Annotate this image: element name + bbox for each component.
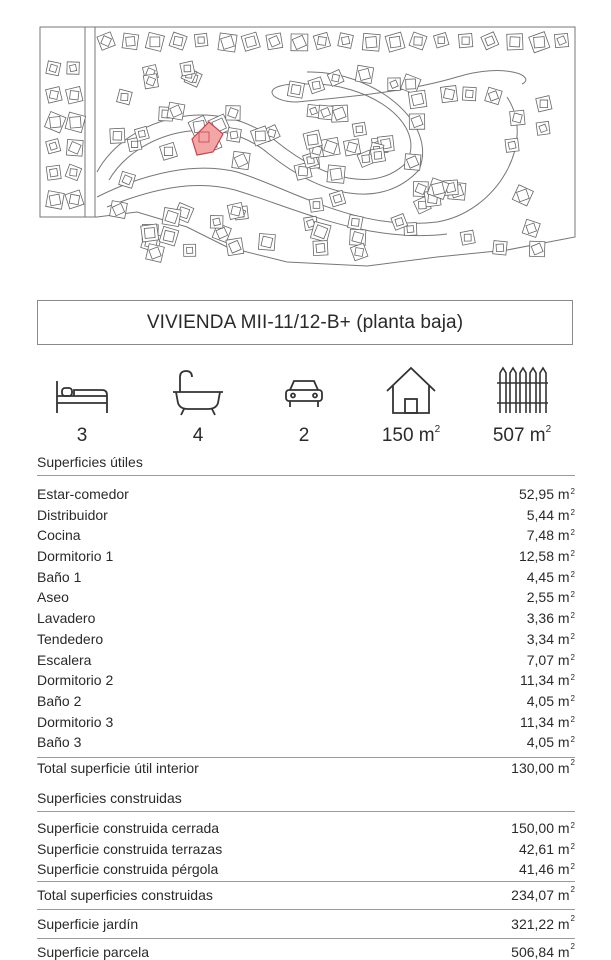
area-value [527, 505, 575, 526]
area-label: Baño 1 [37, 568, 82, 585]
area-value [519, 484, 575, 505]
unit-superscript: 2 [570, 942, 575, 951]
area-value [519, 859, 575, 880]
area-row [37, 546, 575, 567]
area-label: Escalera [37, 651, 92, 668]
parcela-label: Superficie parcela [37, 944, 150, 960]
area-value-text: 3,36 m [526, 610, 570, 627]
unit-superscript: 2 [570, 862, 575, 872]
area-value [527, 608, 575, 629]
area-label: Lavadero [37, 610, 96, 627]
parcela-value: 506,84 m [511, 944, 570, 960]
house-icon [383, 365, 439, 417]
bathrooms-value: 4 [192, 425, 204, 446]
utiles-total-value: 130,00 m [511, 760, 570, 776]
car-icon [276, 365, 332, 417]
divider [37, 909, 575, 910]
jardin-row [37, 916, 575, 932]
unit-superscript: 2 [570, 914, 575, 923]
construidas-total-row [37, 887, 575, 903]
area-value-text: 4,05 m [526, 734, 570, 751]
parking-feature [259, 365, 349, 446]
bedrooms-value: 3 [76, 425, 88, 446]
area-label: Baño 2 [37, 692, 82, 709]
area-row [37, 859, 575, 880]
area-row [37, 567, 575, 588]
utiles-heading: Superficies útiles [37, 454, 143, 470]
area-row [37, 732, 575, 753]
area-row [37, 525, 575, 546]
utiles-total-label: Total superficie útil interior [37, 760, 199, 776]
construidas-total-value: 234,07 m [511, 887, 570, 903]
area-row [37, 712, 575, 733]
construidas-total-label: Total superficies construidas [37, 887, 213, 903]
unit-superscript: 2 [570, 885, 575, 894]
area-value [527, 732, 575, 753]
property-title: VIVIENDA MII-11/12-B+ (planta baja) [37, 300, 573, 345]
unit-superscript: 2 [570, 821, 575, 830]
area-label: Tendedero [37, 630, 104, 647]
area-value-text: 12,58 m [518, 548, 570, 565]
unit-superscript: 2 [570, 569, 575, 579]
area-row [37, 629, 575, 650]
area-label: Estar-comedor [37, 486, 129, 502]
unit-superscript: 2 [570, 758, 575, 767]
construidas-heading: Superficies construidas [37, 790, 182, 806]
area-row [37, 650, 575, 671]
area-label: Superficie construida cerrada [37, 820, 220, 836]
parking-value: 2 [298, 425, 310, 446]
area-value-text: 11,34 m [520, 713, 570, 730]
area-value [527, 629, 575, 650]
area-row [37, 484, 575, 505]
built-area-value: 150 m [381, 425, 435, 446]
area-value [527, 525, 575, 546]
area-value [519, 839, 575, 860]
fence-icon [494, 365, 550, 417]
area-value-text: 5,44 m [526, 506, 570, 523]
area-value [511, 818, 575, 839]
area-label: Dormitorio 1 [37, 548, 114, 565]
area-row [37, 839, 575, 860]
area-value-text: 7,48 m [526, 527, 570, 544]
plot-area-value: 507 m [492, 425, 546, 446]
area-row [37, 587, 575, 608]
plot-area-unit: 2 [545, 424, 552, 435]
unit-superscript: 2 [570, 528, 575, 538]
unit-superscript: 2 [570, 549, 575, 559]
area-row [37, 505, 575, 526]
area-label: Aseo [37, 589, 69, 606]
bed-icon [54, 365, 110, 417]
area-value [527, 567, 575, 588]
utiles-total-row [37, 760, 575, 776]
area-value-text: 150,00 m [511, 820, 570, 836]
area-label: Dormitorio 3 [37, 713, 114, 730]
area-row [37, 818, 575, 839]
unit-superscript: 2 [570, 673, 575, 683]
area-label: Superficie construida pérgola [37, 861, 219, 878]
area-value-text: 52,95 m [518, 486, 570, 502]
area-row [37, 608, 575, 629]
built-area-feature [366, 365, 456, 446]
area-value-text: 41,46 m [518, 861, 570, 878]
unit-superscript: 2 [570, 631, 575, 641]
utiles-list [37, 484, 575, 753]
unit-superscript: 2 [570, 652, 575, 662]
area-label: Distribuidor [37, 506, 108, 523]
area-value-text: 3,34 m [526, 630, 570, 647]
divider [37, 938, 575, 939]
area-label: Dormitorio 2 [37, 672, 114, 689]
built-area-unit: 2 [434, 424, 441, 435]
unit-superscript: 2 [570, 487, 575, 496]
jardin-label: Superficie jardín [37, 916, 139, 932]
site-plan-map [37, 22, 577, 267]
bedrooms-feature [37, 365, 127, 446]
area-value-text: 4,05 m [526, 692, 570, 709]
jardin-value: 321,22 m [511, 916, 570, 932]
divider [37, 811, 575, 812]
unit-superscript: 2 [570, 611, 575, 621]
unit-superscript: 2 [570, 735, 575, 745]
area-value [519, 546, 575, 567]
area-value-text: 11,34 m [520, 672, 570, 689]
area-value [527, 650, 575, 671]
area-value [520, 670, 575, 691]
area-value-text: 2,55 m [526, 589, 570, 606]
area-value [527, 587, 575, 608]
divider [37, 881, 575, 882]
bathrooms-feature [153, 365, 243, 446]
unit-superscript: 2 [570, 841, 575, 851]
area-label: Cocina [37, 527, 81, 544]
unit-superscript: 2 [570, 590, 575, 600]
area-value [527, 691, 575, 712]
construidas-list [37, 818, 575, 880]
unit-superscript: 2 [570, 693, 575, 703]
area-value [520, 712, 575, 733]
parcela-row [37, 944, 575, 960]
area-label: Baño 3 [37, 734, 82, 751]
area-value-text: 42,61 m [518, 840, 570, 857]
plot-area-feature [477, 365, 567, 446]
divider [37, 475, 575, 476]
feature-icons [37, 365, 577, 450]
area-label: Superficie construida terrazas [37, 840, 223, 857]
unit-superscript: 2 [570, 714, 575, 724]
area-row [37, 670, 575, 691]
bathtub-icon [170, 365, 226, 417]
unit-superscript: 2 [570, 507, 575, 517]
area-value-text: 4,45 m [526, 568, 570, 585]
area-row [37, 691, 575, 712]
area-value-text: 7,07 m [526, 651, 570, 668]
divider [37, 757, 575, 758]
